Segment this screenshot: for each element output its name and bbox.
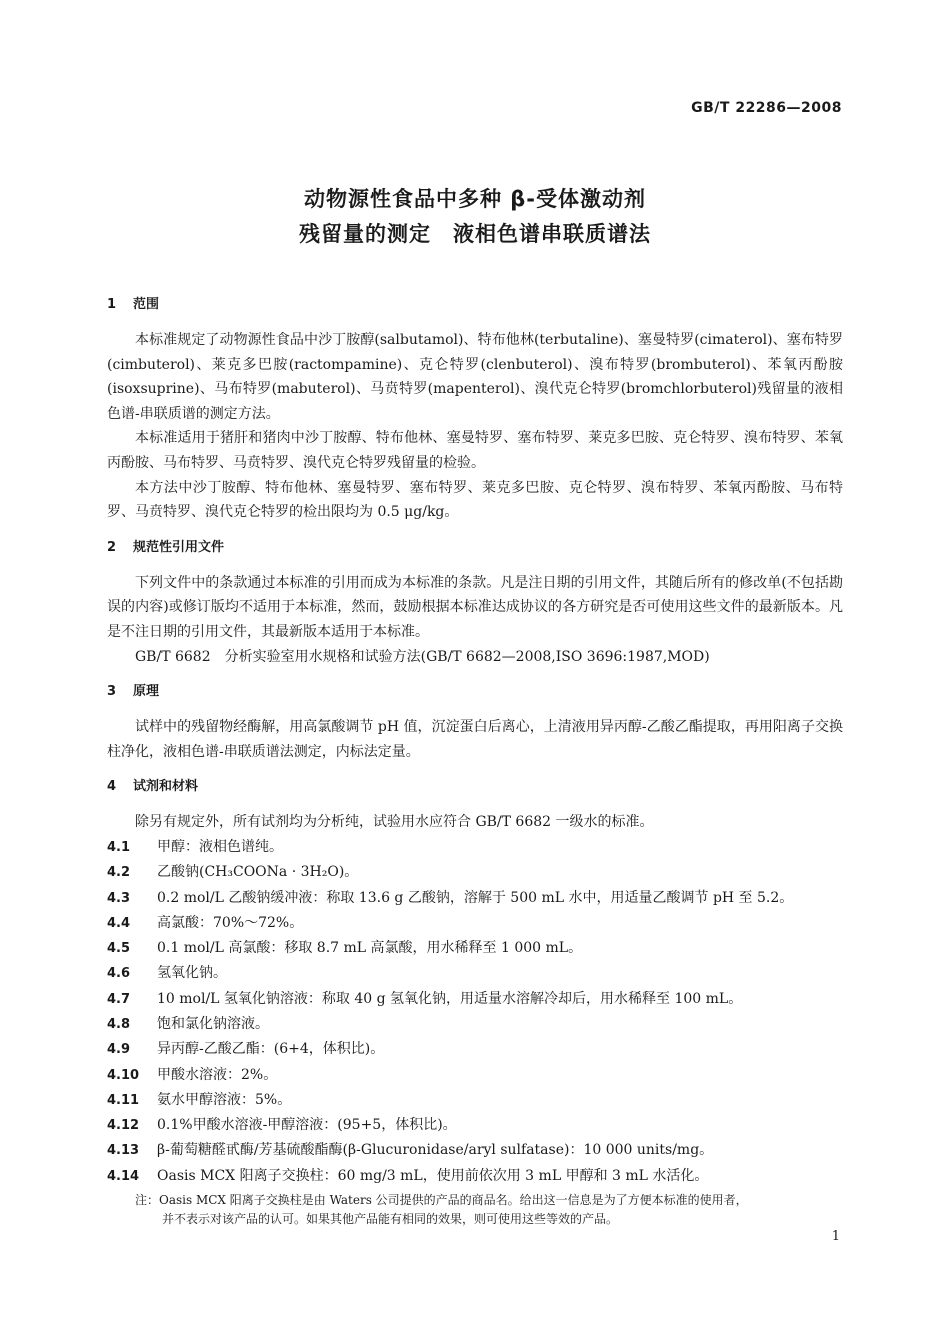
- paragraph: 本方法中沙丁胺醇、特布他林、塞曼特罗、塞布特罗、莱克多巴胺、克仑特罗、溴布特罗、苯氧丙酚胺、马布特罗、马贲特罗、溴代克仑特罗的检出限均为 0.5 μg/kg。: [107, 479, 843, 521]
- list-item: [107, 1012, 843, 1037]
- section-heading-reagents: [107, 775, 843, 799]
- list-item: [107, 911, 843, 936]
- item-number: 4.10: [107, 1067, 140, 1083]
- document-title-line1: 动物源性食品中多种 β-受体激动剂: [303, 187, 647, 211]
- standard-number: GB/T 22286—2008: [691, 100, 842, 116]
- list-item: [107, 1037, 843, 1062]
- section-number: 2: [107, 539, 117, 555]
- item-number: 4.14: [107, 1168, 140, 1184]
- list-item: [107, 1088, 843, 1113]
- item-text: 饱和氯化钠溶液。: [157, 1015, 269, 1032]
- item-text: 甲醇：液相色谱纯。: [157, 838, 283, 855]
- item-number: 4.12: [107, 1118, 140, 1134]
- section-title: 范围: [133, 297, 160, 312]
- section-heading-scope: [107, 293, 843, 317]
- item-text: 10 mol/L 氢氧化钠溶液：称取 40 g 氢氧化钠，用适量水溶解冷却后，用水稀释至 100 mL。: [157, 990, 743, 1007]
- section-title: 规范性引用文件: [133, 539, 225, 555]
- item-number: 4.1: [107, 839, 131, 855]
- item-number: 4.8: [107, 1016, 131, 1032]
- item-text: 氨水甲醇溶液：5%。: [157, 1091, 292, 1108]
- item-number: 4.11: [107, 1092, 140, 1108]
- section-title: 原理: [133, 684, 160, 700]
- list-item: [107, 886, 843, 911]
- item-number: 4.2: [107, 865, 131, 881]
- list-item: [107, 961, 843, 986]
- list-item: [107, 987, 843, 1012]
- page-number: 1: [831, 1229, 840, 1244]
- item-text: 氢氧化钠。: [157, 965, 227, 982]
- item-text: Oasis MCX 阳离子交换柱：60 mg/3 mL，使用前依次用 3 mL 甲醇和 3 mL 水活化。: [157, 1167, 709, 1184]
- section-heading-normative-references: [107, 536, 843, 560]
- list-item: [107, 936, 843, 961]
- list-item: [107, 1138, 843, 1163]
- item-number: 4.4: [107, 915, 131, 931]
- document-title-line2: 残留量的测定 液相色谱串联质谱法: [299, 222, 651, 246]
- section-number: 3: [107, 684, 117, 700]
- item-number: 4.13: [107, 1143, 140, 1159]
- item-text: 乙酸钠(CH₃COONa · 3H₂O)。: [157, 864, 359, 881]
- reference-entry: GB/T 6682 分析实验室用水规格和试验方法(GB/T 6682—2008,ISO 3696:1987,MOD): [135, 648, 710, 665]
- item-text: 甲酸水溶液：2%。: [157, 1066, 278, 1083]
- section-number: 4: [107, 779, 117, 795]
- document-body: [107, 293, 843, 1229]
- item-text: β-葡萄糖醛甙酶/芳基硫酸酯酶(β-Glucuronidase/aryl sulfatase)：10 000 units/mg。: [157, 1142, 714, 1159]
- item-number: 4.6: [107, 966, 131, 982]
- item-text: 高氯酸：70%～72%。: [157, 914, 304, 931]
- paragraph: 本标准规定了动物源性食品中沙丁胺醇(salbutamol)、特布他林(terbutaline)、塞曼特罗(cimaterol)、塞布特罗(cimbuterol)、莱克多巴胺(ractompamine)、克仑特罗(clenbuterol)、溴布特罗(brombuterol)、苯氧丙酚胺(isoxsuprine)、马布特罗(mabuterol)、马贲特罗(mapenterol)、溴代克仑特罗(bromchlorbuterol)残留量的液相色谱-串联质谱的测定方法。: [107, 332, 843, 422]
- item-number: 4.5: [107, 941, 131, 957]
- item-text: 0.1 mol/L 高氯酸：移取 8.7 mL 高氯酸，用水稀释至 1 000 mL。: [157, 940, 583, 957]
- list-item: [107, 1164, 843, 1189]
- item-text: 0.1%甲酸水溶液-甲醇溶液：(95+5，体积比)。: [157, 1117, 457, 1134]
- item-text: 0.2 mol/L 乙酸钠缓冲液：称取 13.6 g 乙酸钠，溶解于 500 mL 水中，用适量乙酸调节 pH 至 5.2。: [157, 889, 794, 906]
- list-item: [107, 1063, 843, 1088]
- list-item: [107, 1113, 843, 1138]
- item-number: 4.9: [107, 1042, 131, 1058]
- item-text: 异丙醇-乙酸乙酯：(6+4，体积比)。: [157, 1041, 385, 1058]
- paragraph: 下列文件中的条款通过本标准的引用而成为本标准的条款。凡是注日期的引用文件，其随后所有的修改单(不包括勘误的内容)或修订版均不适用于本标准，然而，鼓励根据本标准达成协议的各方研究是否可使用这些文件的最新版本。凡是不注日期的引用文件，其最新版本适用于本标准。: [107, 574, 843, 640]
- list-item: [107, 835, 843, 860]
- paragraph: 除另有规定外，所有试剂均为分析纯，试验用水应符合 GB/T 6682 一级水的标准。: [135, 814, 654, 831]
- list-item: [107, 860, 843, 885]
- note-line: 并不表示对该产品的认可。如果其他产品能有相同的效果，则可使用这些等效的产品。: [162, 1212, 619, 1227]
- item-number: 4.3: [107, 890, 131, 906]
- paragraph: 本标准适用于猪肝和猪肉中沙丁胺醇、特布他林、塞曼特罗、塞布特罗、莱克多巴胺、克仑特罗、溴布特罗、苯氧丙酚胺、马布特罗、马贲特罗、溴代克仑特罗残留量的检验。: [107, 430, 843, 471]
- section-heading-principle: [107, 680, 843, 704]
- section-title: 试剂和材料: [133, 779, 199, 795]
- section-number: 1: [107, 297, 117, 312]
- note: [135, 1191, 843, 1229]
- item-number: 4.7: [107, 991, 131, 1007]
- note-line: 注：Oasis MCX 阳离子交换柱是由 Waters 公司提供的产品的商品名。给出这一信息是为了方便本标准的使用者，: [135, 1193, 748, 1208]
- paragraph: 试样中的残留物经酶解，用高氯酸调节 pH 值，沉淀蛋白后离心，上清液用异丙醇-乙酸乙酯提取，再用阳离子交换柱净化，液相色谱-串联质谱法测定，内标法定量。: [107, 719, 843, 760]
